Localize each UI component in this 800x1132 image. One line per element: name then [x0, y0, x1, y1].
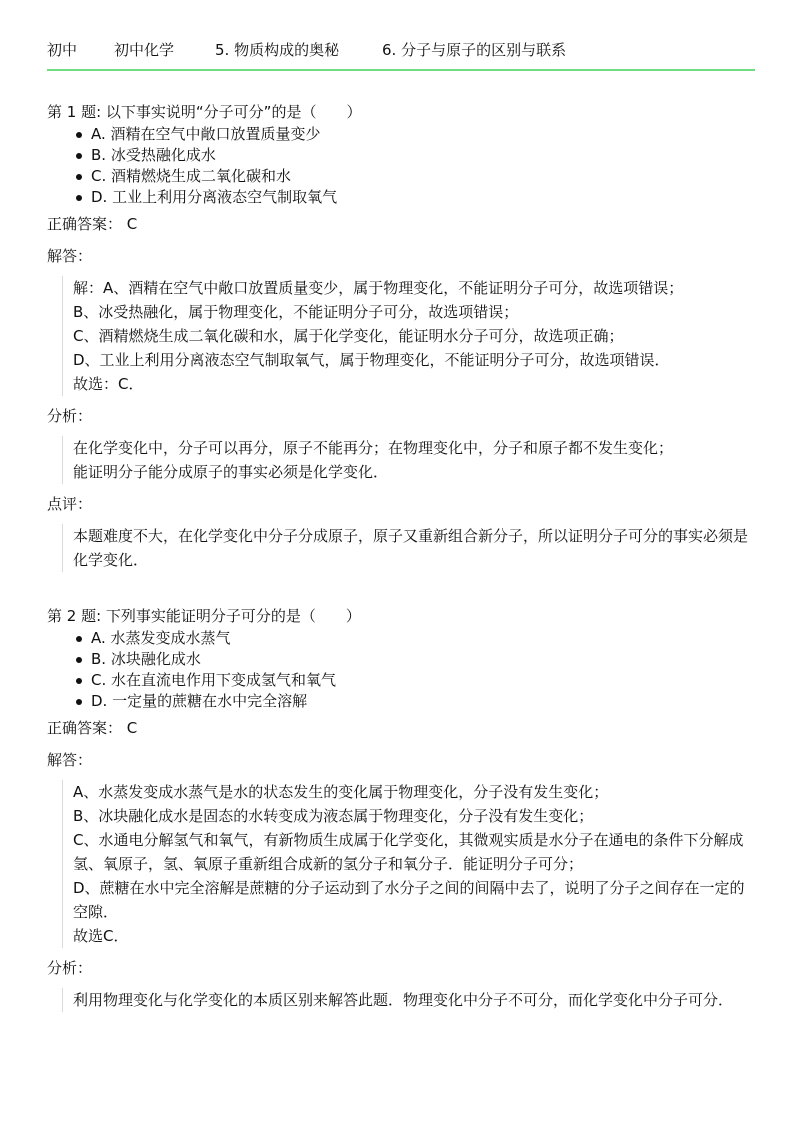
analysis-line: 能证明分子能分成原子的事实必须是化学变化． — [73, 463, 389, 481]
correct-answer-label: 正确答案： — [47, 719, 123, 737]
solution-line: 故选C． — [73, 927, 129, 945]
option-d: D. 工业上利用分离液态空气制取氧气 — [91, 187, 755, 208]
analysis-block — [62, 988, 755, 1012]
solution-block — [62, 276, 755, 396]
solution-line: 故选：C． — [73, 375, 144, 393]
option-list — [47, 124, 755, 208]
analysis-label: 分析： — [47, 959, 93, 977]
solution-block — [62, 780, 755, 948]
solution-label: 解答： — [47, 247, 93, 265]
breadcrumb — [47, 38, 755, 62]
solution-line: 解：A、酒精在空气中敞口放置质量变少，属于物理变化，不能证明分子可分，故选项错误； — [73, 279, 684, 297]
solution-line: B、冰块融化成水是固态的水转变成为液态属于物理变化，分子没有发生变化； — [73, 807, 594, 825]
option-c: C. 水在直流电作用下变成氢气和氧气 — [91, 670, 755, 691]
option-a: A. 酒精在空气中敞口放置质量变少 — [91, 124, 755, 145]
option-list — [47, 628, 755, 712]
solution-line: C、酒精燃烧生成二氧化碳和水，属于化学变化，能证明水分子可分，故选项正确； — [73, 327, 624, 345]
comment-block — [62, 524, 755, 572]
solution-line: A、水蒸发变成水蒸气是水的状态发生的变化属于物理变化，分子没有发生变化； — [73, 783, 609, 801]
analysis-block — [62, 436, 755, 484]
correct-answer — [47, 716, 755, 740]
question-2 — [47, 604, 755, 1012]
breadcrumb-item-level[interactable]: 初中 — [47, 41, 78, 59]
comment-label: 点评： — [47, 495, 93, 513]
breadcrumb-item-topic[interactable]: 6. 分子与原子的区别与联系 — [382, 41, 567, 59]
correct-answer-value: C — [126, 719, 138, 737]
option-c: C. 酒精燃烧生成二氧化碳和水 — [91, 166, 755, 187]
analysis-line: 在化学变化中，分子可以再分，原子不能再分；在物理变化中，分子和原子都不发生变化； — [73, 439, 674, 457]
analysis-line: 利用物理变化与化学变化的本质区别来解答此题．物理变化中分子不可分，而化学变化中分子可分． — [73, 991, 734, 1009]
question-list — [47, 100, 755, 1012]
breadcrumb-item-subject[interactable]: 初中化学 — [114, 41, 175, 59]
solution-line: D、工业上利用分离液态空气制取氧气，属于物理变化，不能证明分子可分，故选项错误． — [73, 351, 670, 369]
question-title: 第 1 题: 以下事实说明“分子可分”的是（ ） — [47, 103, 362, 121]
breadcrumb-item-chapter[interactable]: 5. 物质构成的奥秘 — [215, 41, 340, 59]
correct-answer-value: C — [126, 215, 138, 233]
comment-line: 本题难度不大，在化学变化中分子分成原子，原子又重新组合新分子，所以证明分子可分的事实必须是化学变化． — [73, 527, 749, 569]
question-1 — [47, 100, 755, 572]
correct-answer-label: 正确答案： — [47, 215, 123, 233]
header-divider — [47, 69, 755, 71]
solution-label: 解答： — [47, 751, 93, 769]
analysis-label: 分析： — [47, 407, 93, 425]
correct-answer — [47, 212, 755, 236]
question-title: 第 2 题: 下列事实能证明分子可分的是（ ） — [47, 607, 361, 625]
solution-line: D、蔗糖在水中完全溶解是蔗糖的分子运动到了水分子之间的间隔中去了，说明了分子之间存在一定的空隙． — [73, 879, 745, 921]
solution-line: C、水通电分解氢气和氧气，有新物质生成属于化学变化，其微观实质是水分子在通电的条件下分解成氢、氧原子，氢、氧原子重新组合成新的氢分子和氧分子．能证明分子可分； — [73, 831, 744, 873]
solution-line: B、冰受热融化，属于物理变化，不能证明分子可分，故选项错误； — [73, 303, 519, 321]
option-b: B. 冰受热融化成水 — [91, 145, 755, 166]
option-a: A. 水蒸发变成水蒸气 — [91, 628, 755, 649]
option-b: B. 冰块融化成水 — [91, 649, 755, 670]
option-d: D. 一定量的蔗糖在水中完全溶解 — [91, 691, 755, 712]
